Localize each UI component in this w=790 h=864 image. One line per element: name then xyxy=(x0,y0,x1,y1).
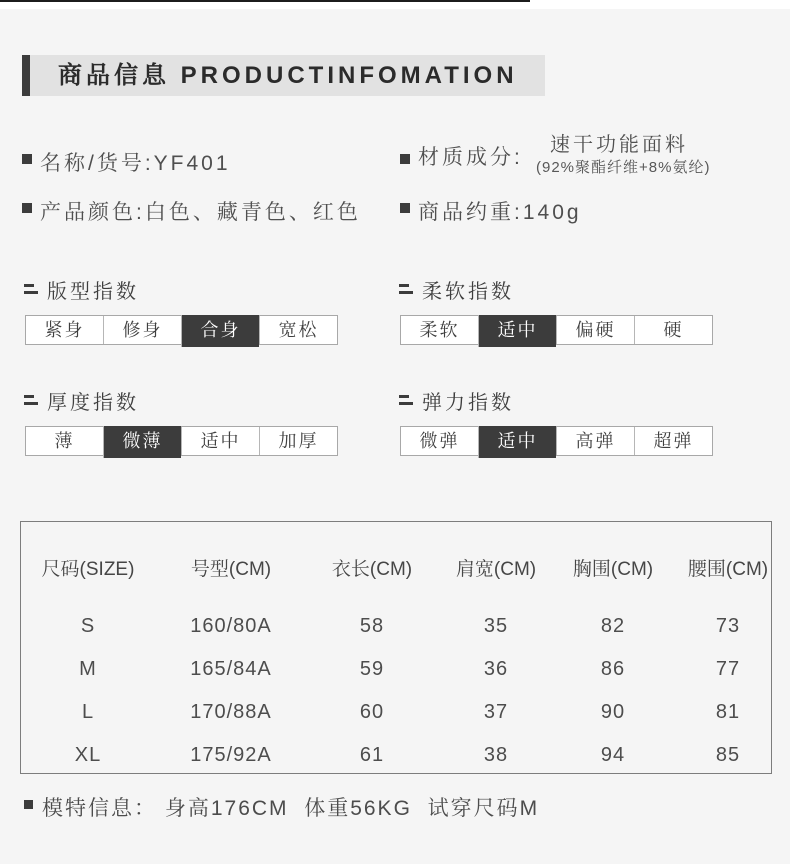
product-weight-text: 商品约重:140g xyxy=(418,201,582,224)
softness-index-options xyxy=(400,315,713,345)
table-cell: 61 xyxy=(359,744,385,766)
material-fabric-text: 速干功能面料 xyxy=(550,134,688,156)
option-cell: 偏硬 xyxy=(556,316,634,344)
table-cell: 82 xyxy=(600,615,626,637)
bullet-square-icon xyxy=(400,154,410,164)
option-cell: 薄 xyxy=(54,431,75,451)
table-cell: 175/92A xyxy=(190,744,272,766)
product-color-text: 产品颜色:白色、藏青色、红色 xyxy=(40,201,361,224)
option-cell-selected: 微薄 xyxy=(103,426,181,458)
table-cell: S xyxy=(80,615,96,637)
table-header-cell: 尺码(SIZE) xyxy=(41,558,135,580)
option-cell: 加厚 xyxy=(259,427,337,455)
table-row xyxy=(21,691,785,734)
option-cell: 超弹 xyxy=(634,427,712,455)
table-cell: L xyxy=(81,701,95,723)
table-header-cell: 胸围(CM) xyxy=(572,558,654,580)
thickness-index-title xyxy=(24,388,139,412)
table-cell: M xyxy=(79,658,97,680)
material-composition-text: (92%聚酯纤维+8%氨纶) xyxy=(536,159,711,176)
option-cell: 适中 xyxy=(181,427,259,455)
option-cell-selected: 适中 xyxy=(478,315,556,347)
section-title: 柔软指数 xyxy=(422,280,514,303)
section-marker-icon xyxy=(399,395,413,405)
bullet-square-icon xyxy=(24,800,33,809)
table-cell: 81 xyxy=(715,701,741,723)
table-header-cell: 腰围(CM) xyxy=(687,558,769,580)
table-cell: XL xyxy=(74,744,102,766)
option-cell-selected: 合身 xyxy=(181,315,259,347)
section-marker-icon xyxy=(399,284,413,294)
table-cell: 37 xyxy=(483,701,509,723)
table-header-cell: 肩宽(CM) xyxy=(455,558,537,580)
table-cell: 73 xyxy=(715,615,741,637)
table-cell: 58 xyxy=(359,615,385,637)
section-marker-icon xyxy=(24,284,38,294)
elasticity-index-title xyxy=(399,388,514,412)
bullet-square-icon xyxy=(400,203,410,213)
table-cell: 90 xyxy=(600,701,626,723)
section-title: 弹力指数 xyxy=(422,391,514,414)
fit-index-options xyxy=(25,315,338,345)
table-cell: 160/80A xyxy=(190,615,272,637)
table-row xyxy=(21,605,785,648)
option-cell: 微弹 xyxy=(419,431,460,451)
size-table xyxy=(20,521,772,774)
table-header-cell: 号型(CM) xyxy=(190,558,272,580)
fit-index-title xyxy=(24,277,139,301)
elasticity-index-options xyxy=(400,426,713,456)
table-cell: 36 xyxy=(483,658,509,680)
table-row xyxy=(21,648,785,691)
option-cell: 高弹 xyxy=(556,427,634,455)
section-marker-icon xyxy=(24,395,38,405)
option-cell: 柔软 xyxy=(419,320,460,340)
option-cell: 硬 xyxy=(634,316,712,344)
softness-index-title xyxy=(399,277,514,301)
option-cell: 宽松 xyxy=(259,316,337,344)
model-info-text: 模特信息： 身高176CM 体重56KG 试穿尺码M xyxy=(42,797,540,820)
table-cell: 38 xyxy=(483,744,509,766)
option-cell: 修身 xyxy=(103,316,181,344)
table-cell: 94 xyxy=(600,744,626,766)
page-title-block xyxy=(30,55,545,96)
option-cell: 紧身 xyxy=(44,320,85,340)
table-cell: 170/88A xyxy=(190,701,272,723)
thickness-index-options xyxy=(25,426,338,456)
option-cell-selected: 适中 xyxy=(478,426,556,458)
section-title: 版型指数 xyxy=(47,280,139,303)
material-label: 材质成分: xyxy=(418,146,523,169)
table-cell: 59 xyxy=(359,658,385,680)
product-name-text: 名称/货号:YF401 xyxy=(40,152,231,175)
table-cell: 77 xyxy=(715,658,741,680)
title-accent-bar xyxy=(22,55,30,96)
table-header-cell: 衣长(CM) xyxy=(331,558,413,580)
top-divider-line xyxy=(0,0,530,2)
table-row xyxy=(21,734,785,777)
table-cell: 35 xyxy=(483,615,509,637)
bullet-square-icon xyxy=(22,154,32,164)
page-title: 商品信息 PRODUCTINFOMATION xyxy=(58,62,518,89)
table-cell: 86 xyxy=(600,658,626,680)
table-cell: 85 xyxy=(715,744,741,766)
bullet-square-icon xyxy=(22,203,32,213)
table-header-row xyxy=(21,522,785,605)
section-title: 厚度指数 xyxy=(47,391,139,414)
table-cell: 165/84A xyxy=(190,658,272,680)
table-cell: 60 xyxy=(359,701,385,723)
